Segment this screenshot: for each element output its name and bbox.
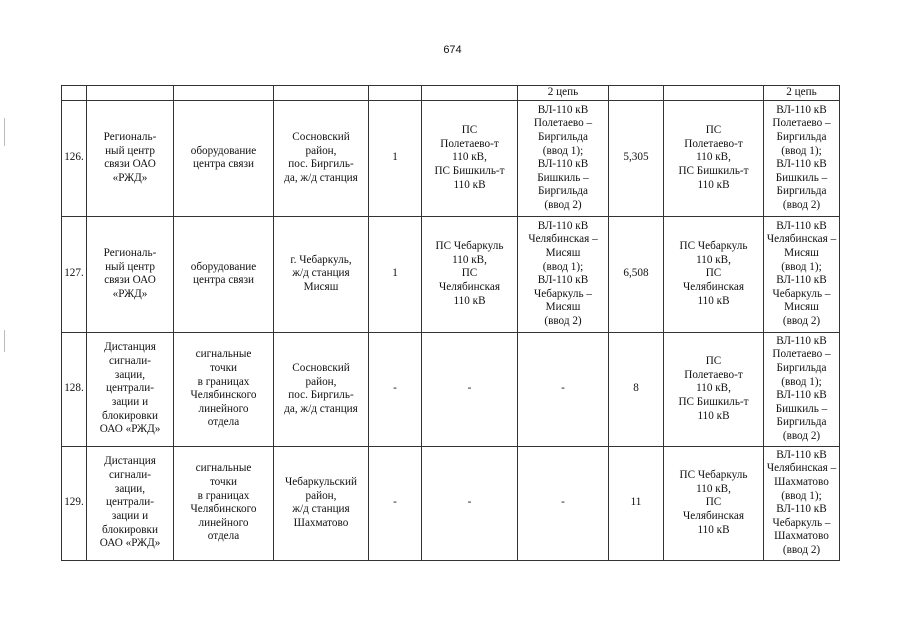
- substation-cell: ПС Чебаркуль 110 кВ, ПС Челябинская 110 кВ: [422, 216, 518, 332]
- line-cell: ВЛ-110 кВ Полетаево – Биргильда (ввод 1); ВЛ-110 кВ Бишкиль – Биргильда (ввод 2): [764, 100, 840, 216]
- header-cell: [422, 86, 518, 101]
- line-cell: ВЛ-110 кВ Челябинская – Мисяш (ввод 1); ВЛ-110 кВ Чебаркуль – Мисяш (ввод 2): [764, 216, 840, 332]
- header-cell: 2 цепь: [518, 86, 609, 101]
- substation-cell: -: [422, 446, 518, 560]
- line-cell: ВЛ-110 кВ Полетаево – Биргильда (ввод 1); ВЛ-110 кВ Бишкиль – Биргильда (ввод 2): [764, 332, 840, 446]
- location-cell: Чебаркульский район, ж/д станция Шахматово: [274, 446, 369, 560]
- substation-cell: -: [422, 332, 518, 446]
- line-cell: ВЛ-110 кВ Полетаево – Биргильда (ввод 1); ВЛ-110 кВ Бишкиль – Биргильда (ввод 2): [518, 100, 609, 216]
- row-number: 128.: [62, 332, 87, 446]
- substation-cell: ПС Полетаево-т 110 кВ, ПС Бишкиль-т 110 кВ: [664, 332, 764, 446]
- line-cell: ВЛ-110 кВ Челябинская – Мисяш (ввод 1); ВЛ-110 кВ Чебаркуль – Мисяш (ввод 2): [518, 216, 609, 332]
- location-cell: Сосновский район, пос. Биргиль- да, ж/д станция: [274, 332, 369, 446]
- location-cell: Сосновский район, пос. Биргиль- да, ж/д станция: [274, 100, 369, 216]
- consumer-cell: Региональ- ный центр связи ОАО «РЖД»: [87, 216, 174, 332]
- substation-cell: ПС Полетаево-т 110 кВ, ПС Бишкиль-т 110 кВ: [664, 100, 764, 216]
- category-cell: 1: [369, 100, 422, 216]
- substation-cell: ПС Полетаево-т 110 кВ, ПС Бишкиль-т 110 кВ: [422, 100, 518, 216]
- power-supply-table: [61, 85, 840, 561]
- table-header-row: [62, 86, 840, 101]
- category-cell: 1: [369, 216, 422, 332]
- value-cell: 5,305: [609, 100, 664, 216]
- location-cell: г. Чебаркуль, ж/д станция Мисяш: [274, 216, 369, 332]
- consumer-cell: Дистанция сигнали- зации, централи- зации и блокировки ОАО «РЖД»: [87, 446, 174, 560]
- header-cell: [609, 86, 664, 101]
- equipment-cell: оборудование центра связи: [174, 100, 274, 216]
- margin-mark: [4, 330, 5, 352]
- page-number: 674: [443, 44, 462, 56]
- line-cell: -: [518, 332, 609, 446]
- row-number: 126.: [62, 100, 87, 216]
- table-row: [62, 216, 840, 332]
- header-cell: 2 цепь: [764, 86, 840, 101]
- category-cell: -: [369, 446, 422, 560]
- header-cell: [664, 86, 764, 101]
- table-row: [62, 446, 840, 560]
- header-cell: [174, 86, 274, 101]
- line-cell: -: [518, 446, 609, 560]
- header-cell: [369, 86, 422, 101]
- value-cell: 8: [609, 332, 664, 446]
- equipment-cell: сигнальные точки в границах Челябинского линейного отдела: [174, 332, 274, 446]
- substation-cell: ПС Чебаркуль 110 кВ, ПС Челябинская 110 кВ: [664, 216, 764, 332]
- table-row: [62, 100, 840, 216]
- equipment-cell: сигнальные точки в границах Челябинского линейного отдела: [174, 446, 274, 560]
- row-number: 127.: [62, 216, 87, 332]
- line-cell: ВЛ-110 кВ Челябинская – Шахматово (ввод 1); ВЛ-110 кВ Чебаркуль – Шахматово (ввод 2): [764, 446, 840, 560]
- header-cell: [87, 86, 174, 101]
- substation-cell: ПС Чебаркуль 110 кВ, ПС Челябинская 110 кВ: [664, 446, 764, 560]
- header-cell: [274, 86, 369, 101]
- margin-mark: [4, 118, 5, 146]
- header-cell: [62, 86, 87, 101]
- consumer-cell: Региональ- ный центр связи ОАО «РЖД»: [87, 100, 174, 216]
- consumer-cell: Дистанция сигнали- зации, централи- зации и блокировки ОАО «РЖД»: [87, 332, 174, 446]
- value-cell: 11: [609, 446, 664, 560]
- category-cell: -: [369, 332, 422, 446]
- row-number: 129.: [62, 446, 87, 560]
- value-cell: 6,508: [609, 216, 664, 332]
- equipment-cell: оборудование центра связи: [174, 216, 274, 332]
- table-row: [62, 332, 840, 446]
